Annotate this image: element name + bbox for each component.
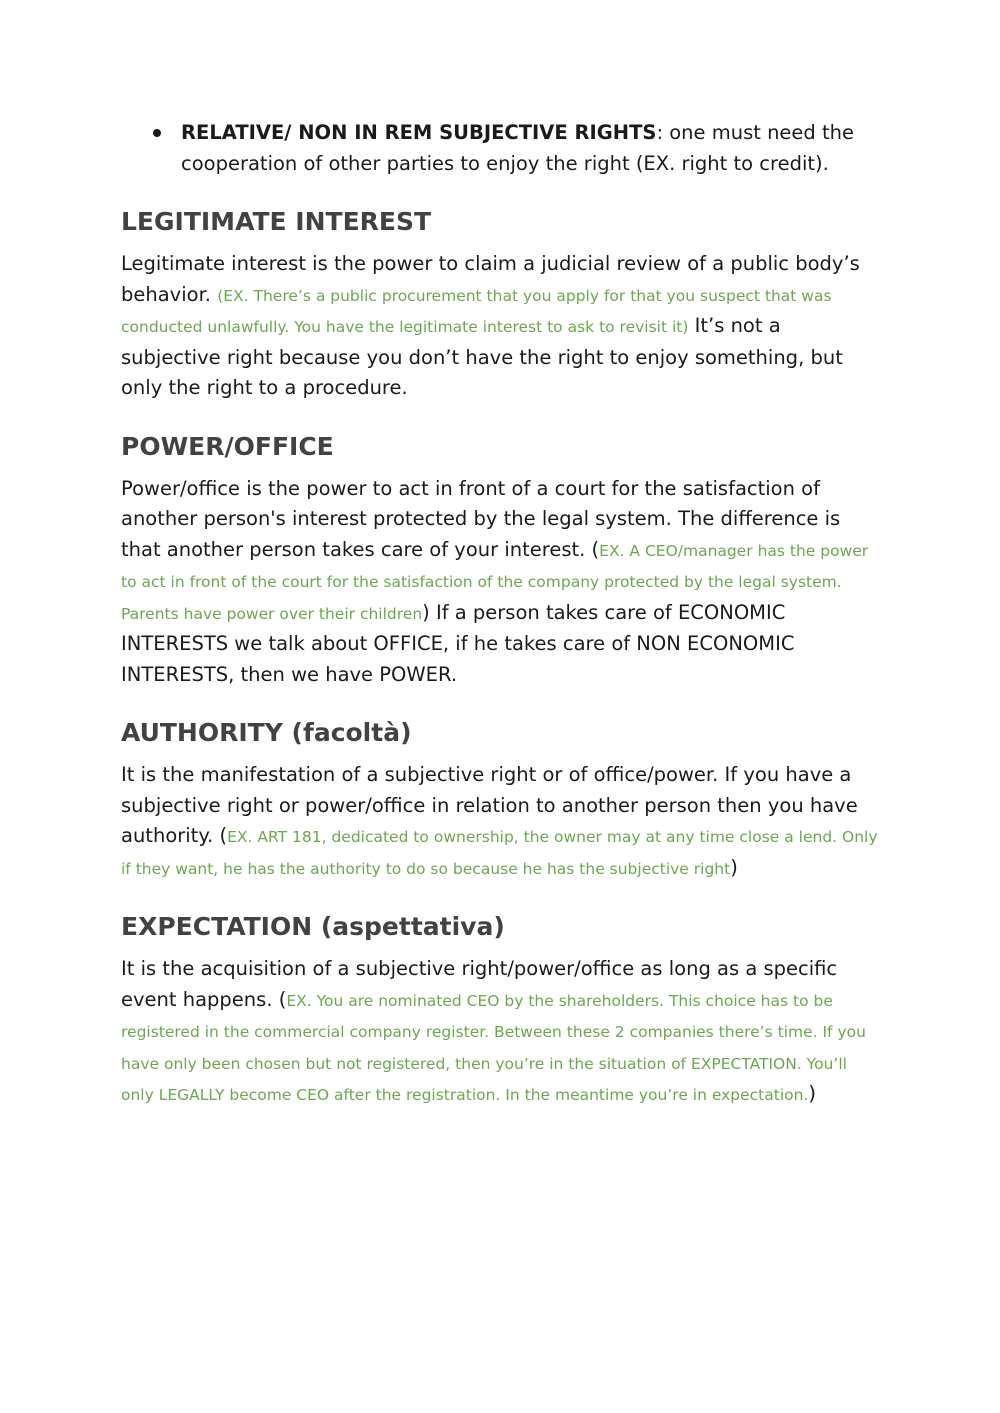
example-text: EX. A CEO/manager has the power to act in front of the court for the satisfaction of the company protected by the legal system. Parents have power over their children <box>121 541 869 623</box>
paragraph-text: It is the manifestation of a subjective right or of office/power. If you have a subjective right or power/office in relation to another person then you have authority. ( <box>121 763 858 847</box>
section-power-office <box>121 430 881 691</box>
paragraph-text-cont: ) If a person takes care of ECONOMIC INTERESTS we talk about OFFICE, if he takes care of NON ECONOMIC INTERESTS, then we have POWER. <box>121 600 795 686</box>
section-heading: EXPECTATION (aspettativa) <box>121 912 505 941</box>
section-heading: AUTHORITY (facoltà) <box>121 718 412 747</box>
section-paragraph <box>121 954 881 1111</box>
paragraph-text-cont: ) <box>808 1082 816 1105</box>
example-text: EX. ART 181, dedicated to ownership, the owner may at any time close a lend. Only if they want, he has the authority to do so because he has the subjective right <box>121 828 878 878</box>
bullet-separator: : <box>656 121 664 144</box>
section-authority <box>121 716 881 884</box>
example-text: EX. You are nominated CEO by the shareholders. This choice has to be registered in the commercial company register. Between these 2 companies there’s time. If you have only been chosen but not registered, then you’re in the situation of EXPECTATION. You’ll only LEGALLY become CEO after the registration. In the meantime you’re in expectation. <box>121 991 866 1104</box>
page-content <box>121 118 881 1111</box>
bullet-icon <box>153 129 161 137</box>
section-paragraph <box>121 760 881 884</box>
section-paragraph <box>121 474 881 691</box>
bullet-text: one must need the cooperation of other parties to enjoy the right (EX. right to credit). <box>181 121 855 175</box>
section-heading: LEGITIMATE INTEREST <box>121 207 432 236</box>
paragraph-text: Power/office is the power to act in front of a court for the satisfaction of another person's interest protected by the legal system. The difference is that another person takes care of your interest. ( <box>121 476 841 561</box>
paragraph-text-cont: It’s not a subjective right because you don’t have the right to enjoy something, but only the right to a procedure. <box>121 314 843 399</box>
example-text: (EX. There’s a public procurement that you apply for that you suspect that was conducted unlawfully. You have the legitimate interest to ask to revisit it) <box>121 286 832 336</box>
paragraph-text: It is the acquisition of a subjective right/power/office as long as a specific event happens. ( <box>121 957 838 1011</box>
list-item <box>121 118 881 179</box>
bullet-term: RELATIVE/ NON IN REM SUBJECTIVE RIGHTS <box>181 121 657 144</box>
paragraph-text: Legitimate interest is the power to claim a judicial review of a public body’s behavior. <box>121 252 860 306</box>
section-expectation <box>121 910 881 1111</box>
section-paragraph <box>121 249 881 404</box>
section-heading: POWER/OFFICE <box>121 431 334 461</box>
section-legitimate-interest <box>121 205 881 404</box>
paragraph-text-cont: ) <box>730 855 738 879</box>
